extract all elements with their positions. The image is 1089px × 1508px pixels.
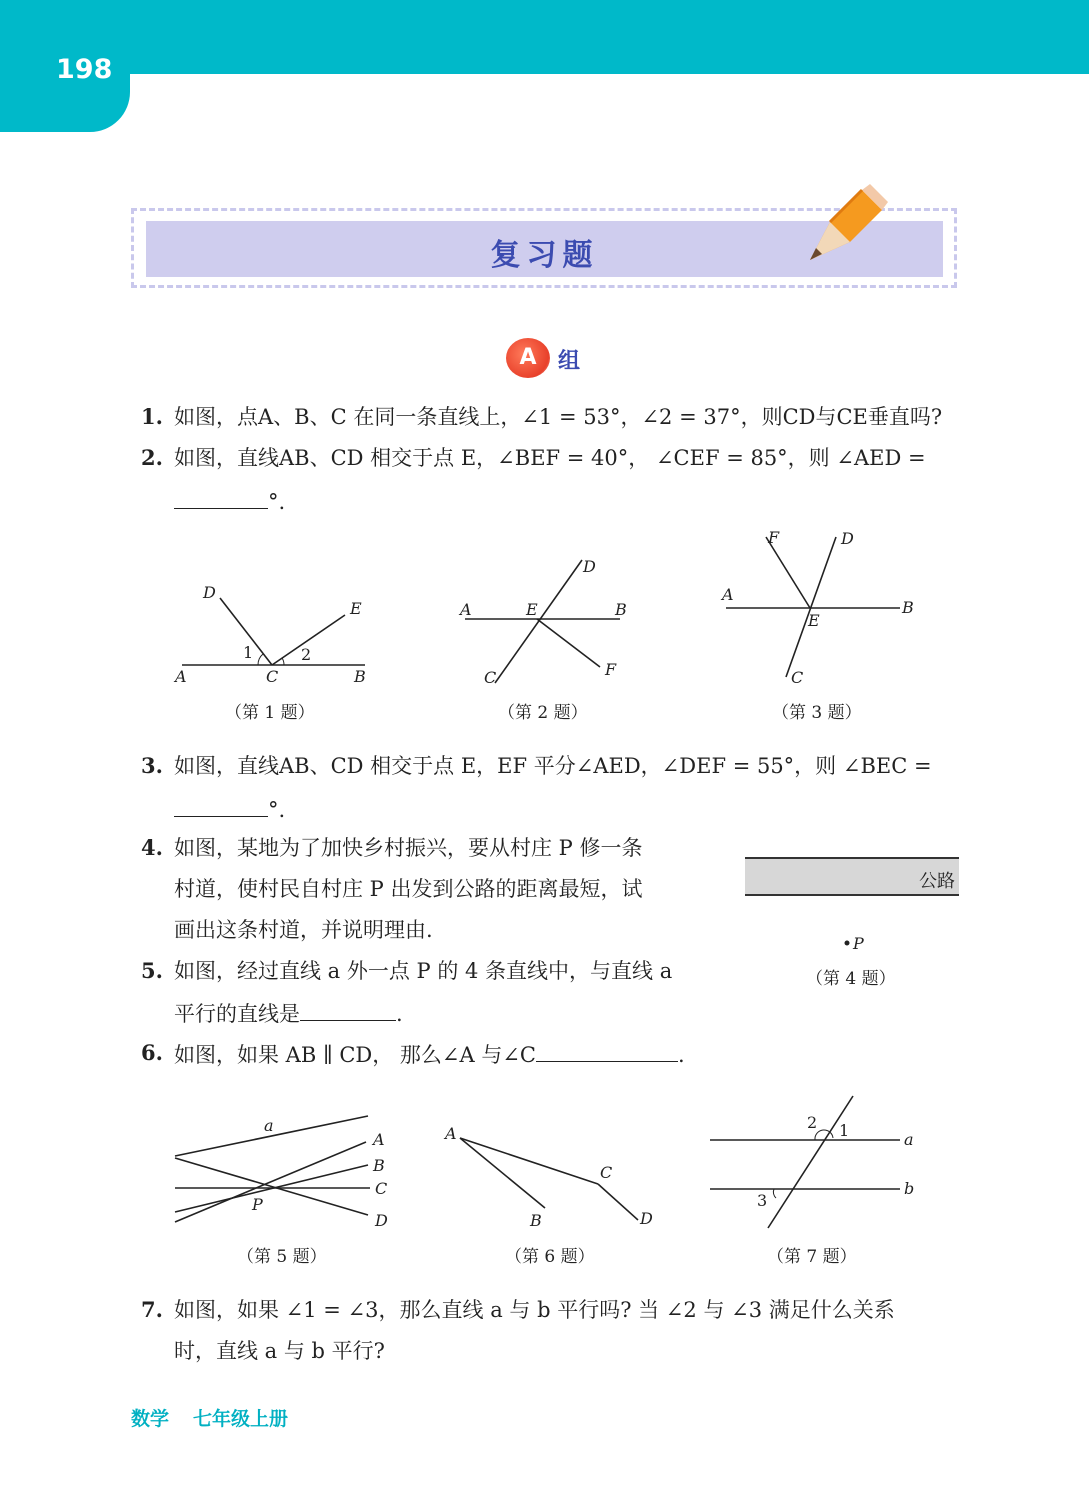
label-C: C xyxy=(266,667,279,686)
page-number: 198 xyxy=(56,54,113,85)
problem-5-number: 5. xyxy=(141,958,163,983)
caption-7: （第 7 题） xyxy=(767,1247,857,1267)
label-P: P xyxy=(853,934,864,953)
problem-1-number: 1. xyxy=(141,404,163,429)
road-figure xyxy=(745,857,959,896)
answer-blank[interactable] xyxy=(536,1039,678,1062)
caption-1: （第 1 题） xyxy=(225,703,315,723)
label-angle-3: 3 xyxy=(757,1191,768,1210)
label-B: B xyxy=(530,1211,542,1230)
group-badge: A xyxy=(506,338,550,378)
label-D: D xyxy=(583,557,596,576)
answer-blank[interactable] xyxy=(174,486,268,509)
label-b: b xyxy=(904,1179,915,1198)
problem-4-line-3: 画出这条村道，并说明理由. xyxy=(174,918,433,942)
pencil-icon xyxy=(800,182,890,267)
figure-3 xyxy=(718,527,918,690)
label-D: D xyxy=(841,529,854,548)
caption-6: （第 6 题） xyxy=(505,1247,595,1267)
answer-blank[interactable] xyxy=(300,998,396,1021)
label-A: A xyxy=(460,600,472,619)
label-a: a xyxy=(904,1130,914,1149)
label-E: E xyxy=(350,599,362,618)
figure-2 xyxy=(455,555,635,690)
problem-2-number: 2. xyxy=(141,445,163,470)
label-C: C xyxy=(600,1163,613,1182)
label-P: P xyxy=(252,1195,263,1214)
label-B: B xyxy=(615,600,627,619)
label-F: F xyxy=(605,660,617,679)
village-point xyxy=(840,930,880,956)
label-angle-2: 2 xyxy=(301,645,312,664)
label-A: A xyxy=(445,1124,457,1143)
label-D: D xyxy=(203,583,216,602)
footer xyxy=(131,1404,288,1431)
problem-7-number: 7. xyxy=(141,1297,163,1322)
problem-1-text: 如图，点A、B、C 在同一条直线上，∠1 = 53°，∠2 = 37°，则CD与CE垂直吗? xyxy=(174,405,943,429)
problem-7-line-1: 如图，如果 ∠1 = ∠3，那么直线 a 与 b 平行吗? 当 ∠2 与 ∠3 满足什么关系 xyxy=(174,1298,895,1322)
problem-6-line xyxy=(174,1039,685,1069)
label-B: B xyxy=(902,598,914,617)
problem-5-tail: . xyxy=(396,1002,403,1026)
problem-3-number: 3. xyxy=(141,753,163,778)
problem-5-line-1: 如图，经过直线 a 外一点 P 的 4 条直线中，与直线 a xyxy=(174,959,673,983)
caption-3: （第 3 题） xyxy=(772,703,862,723)
problem-3-text: 如图，直线AB、CD 相交于点 E，EF 平分∠AED，∠DEF = 55°，则 ∠BEC = xyxy=(174,754,932,778)
problem-6-tail: . xyxy=(678,1043,685,1067)
label-D: D xyxy=(640,1209,653,1228)
figure-7 xyxy=(705,1090,935,1235)
label-angle-1: 1 xyxy=(839,1121,850,1140)
label-A: A xyxy=(722,585,734,604)
problem-6-number: 6. xyxy=(141,1040,163,1065)
label-F: F xyxy=(768,528,780,547)
problem-4-line-1: 如图，某地为了加快乡村振兴，要从村庄 P 修一条 xyxy=(174,836,643,860)
caption-2: （第 2 题） xyxy=(498,703,588,723)
problem-6-text: 如图，如果 AB ∥ CD， 那么∠A 与∠C xyxy=(174,1043,537,1067)
problem-5-text: 平行的直线是 xyxy=(174,1002,300,1026)
caption-4: （第 4 题） xyxy=(806,969,896,989)
problem-3-tail: °. xyxy=(268,798,286,822)
label-C: C xyxy=(791,668,804,687)
label-B: B xyxy=(373,1156,385,1175)
problem-2-text: 如图，直线AB、CD 相交于点 E，∠BEF = 40°， ∠CEF = 85°，则 ∠AED = xyxy=(174,446,926,470)
label-angle-2: 2 xyxy=(807,1113,818,1132)
answer-blank[interactable] xyxy=(174,794,268,817)
figure-6 xyxy=(440,1120,660,1235)
label-B: B xyxy=(354,667,366,686)
header-bar xyxy=(0,0,1089,74)
section-title: 复习题 xyxy=(490,238,599,273)
footer-subject: 数学 xyxy=(131,1408,170,1430)
label-E: E xyxy=(526,600,538,619)
label-A: A xyxy=(175,667,187,686)
problem-4-line-2: 村道，使村民自村庄 P 出发到公路的距离最短，试 xyxy=(174,877,643,901)
label-a: a xyxy=(264,1116,274,1135)
footer-grade: 七年级上册 xyxy=(193,1408,289,1430)
problem-4-number: 4. xyxy=(141,835,163,860)
label-C: C xyxy=(484,668,497,687)
figure-5 xyxy=(170,1110,400,1235)
group-label: 组 xyxy=(558,349,581,374)
label-C: C xyxy=(375,1179,388,1198)
problem-3-answer-line xyxy=(174,794,285,824)
problem-2-tail: °. xyxy=(268,490,286,514)
label-angle-1: 1 xyxy=(243,643,254,662)
problem-5-line-2 xyxy=(174,998,403,1028)
figure-1 xyxy=(170,580,370,690)
label-D: D xyxy=(375,1211,388,1230)
caption-5: （第 5 题） xyxy=(237,1247,327,1267)
label-A: A xyxy=(373,1130,385,1149)
road-label: 公路 xyxy=(919,871,955,892)
label-E: E xyxy=(808,611,820,630)
problem-7-line-2: 时，直线 a 与 b 平行? xyxy=(174,1339,385,1363)
problem-2-answer-line xyxy=(174,486,285,516)
